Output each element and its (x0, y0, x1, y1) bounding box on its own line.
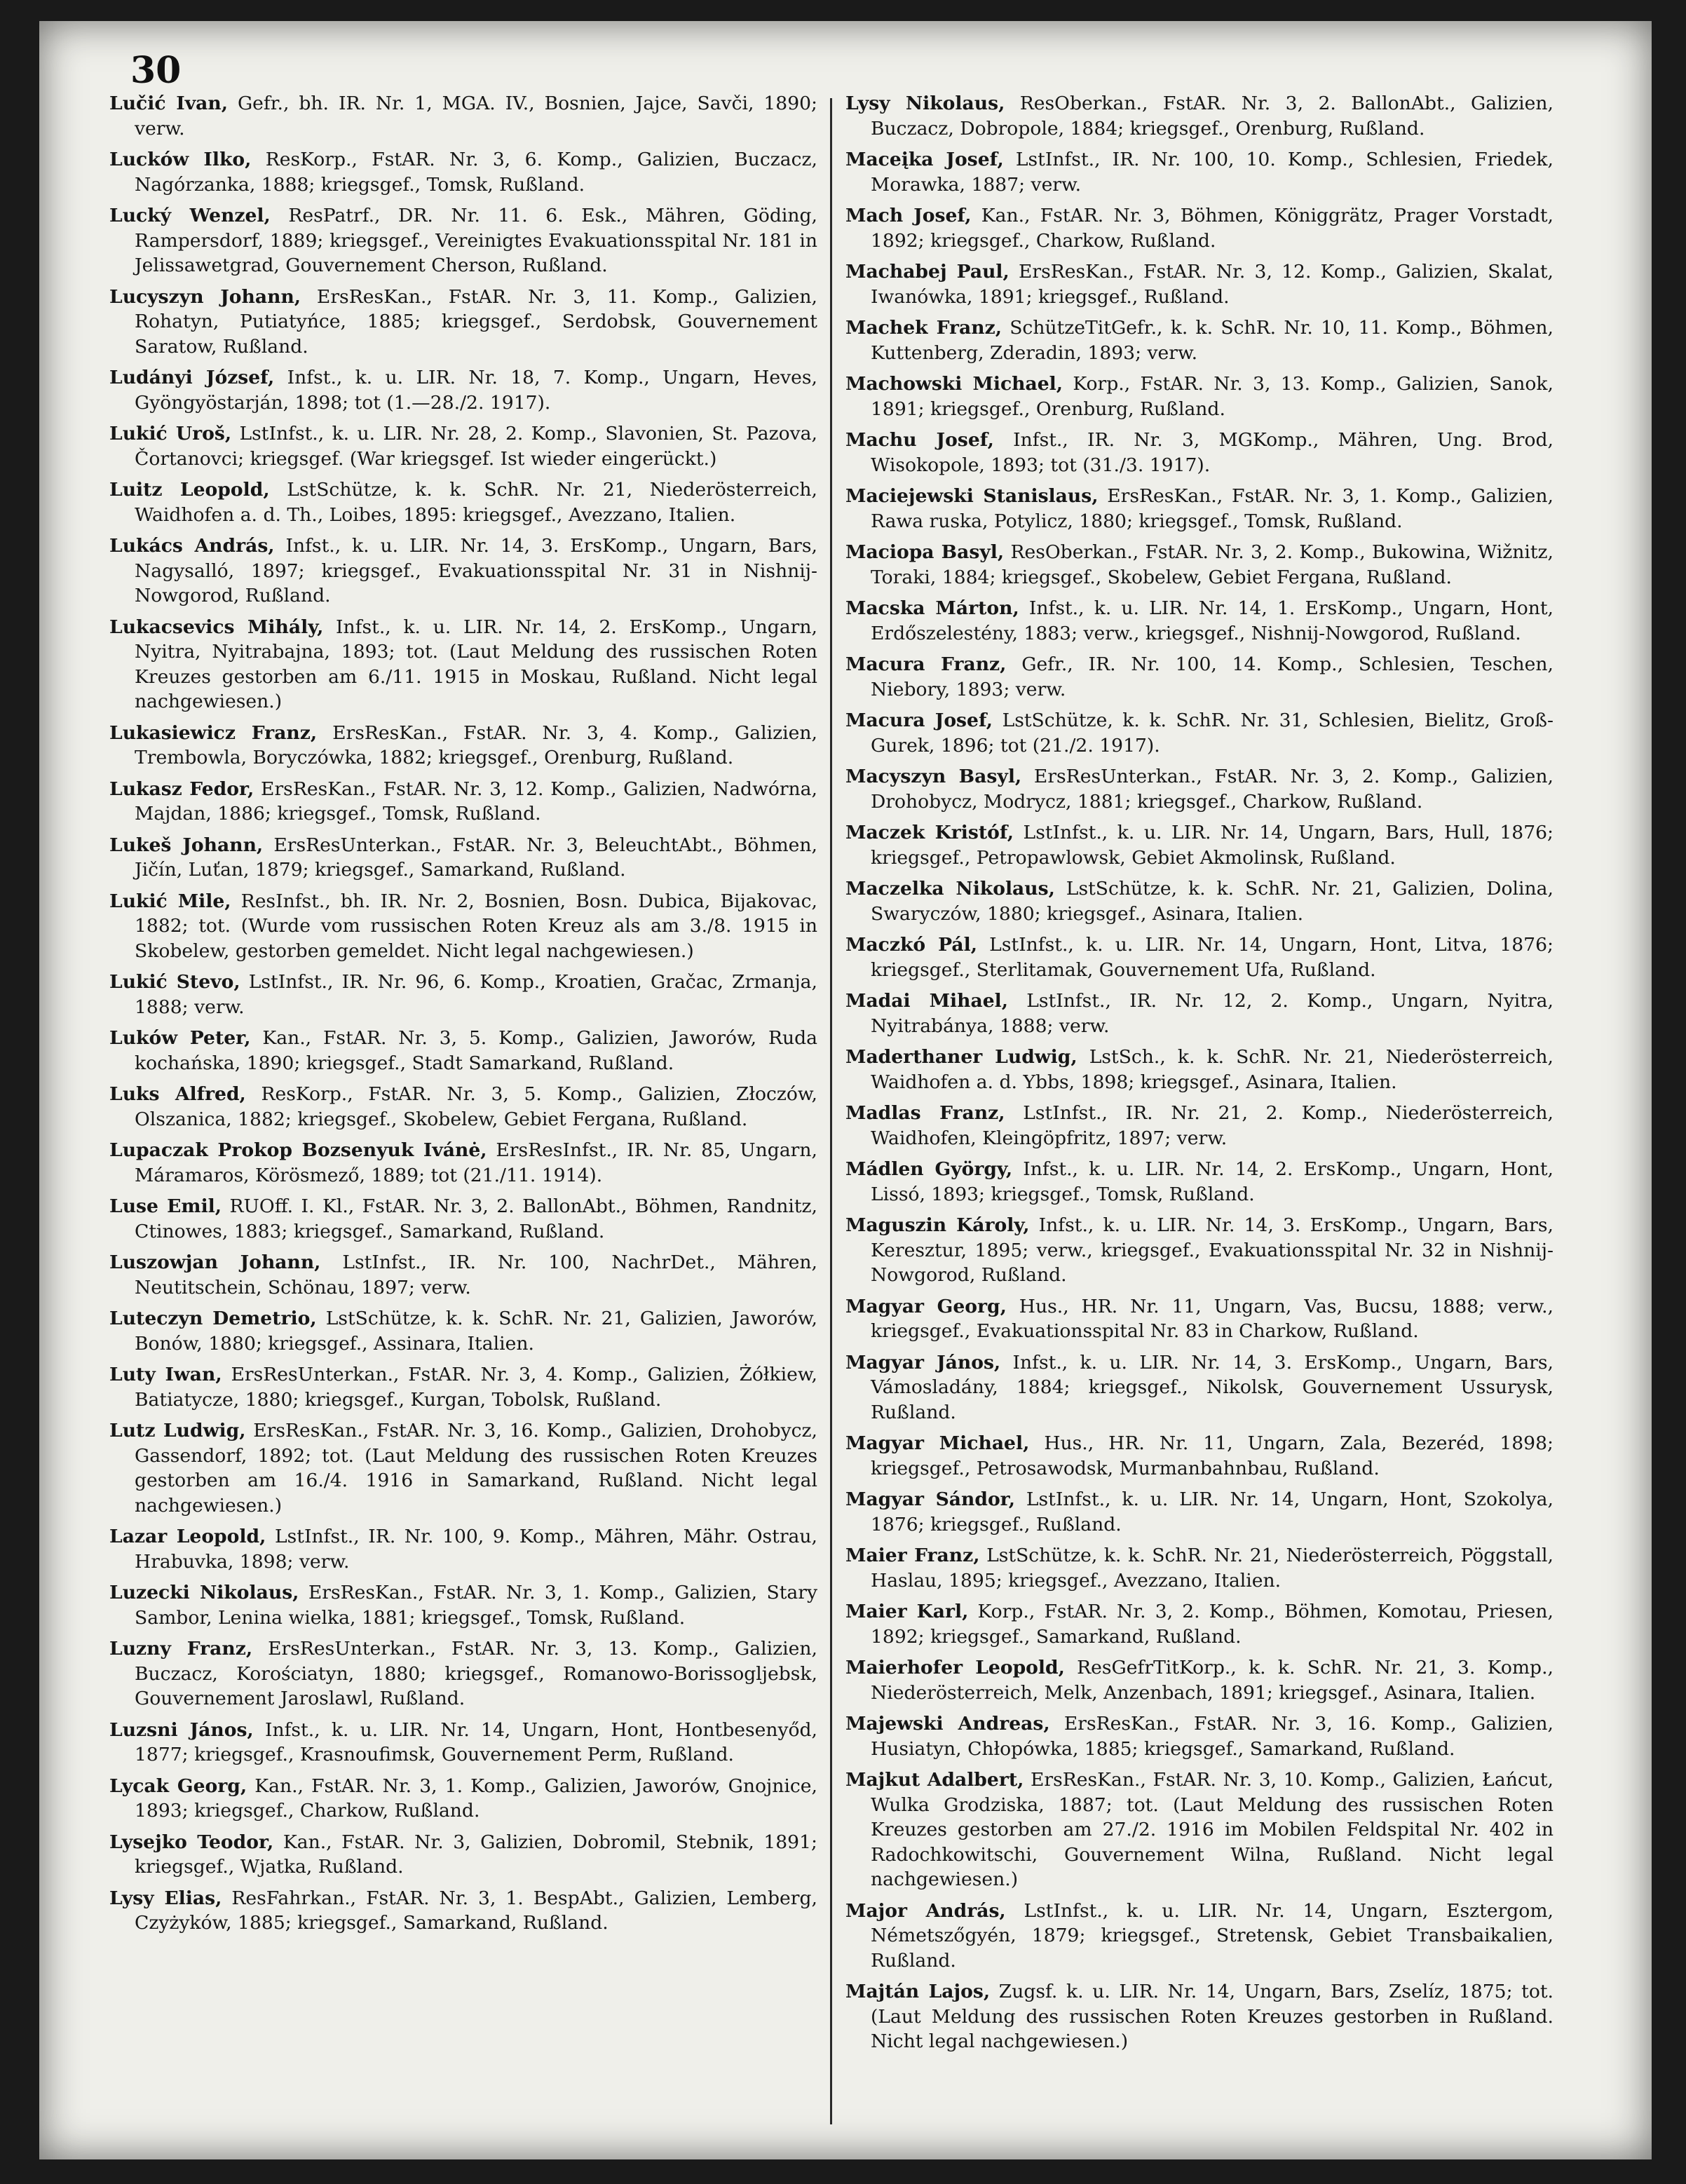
entry-details: LstInfst., k. u. LIR. Nr. 14, Ungarn, Hont, Litva, 1876; kriegsgef., Sterlitamak, Gouvernement Ufa, Rußland. (871, 934, 1554, 981)
entry-name: Magyar Michael, (845, 1432, 1030, 1454)
register-entry (109, 777, 817, 827)
register-entry (109, 1082, 817, 1132)
entry-details: Korp., FstAR. Nr. 3, 13. Komp., Galizien, Sanok, 1891; kriegsgef., Orenburg, Rußland. (871, 373, 1554, 420)
entry-name: Lutz Ludwig, (109, 1420, 246, 1442)
entry-name: Maczelka Nikolaus, (845, 878, 1055, 900)
entry-details: ErsResKan., FstAR. Nr. 3, 4. Komp., Galizien, Trembowla, Boryczówka, 1882; kriegsgef., Orenburg, Rußland. (135, 721, 817, 768)
register-entry (845, 316, 1554, 365)
register-entry (109, 833, 817, 883)
document-page (39, 21, 1652, 2159)
entry-details: LstInfst., k. u. LIR. Nr. 14, Ungarn, Esztergom, Németszőgyén, 1879; kriegsgef., Stretensk, Gebiet Transbaikalien, Rußland. (871, 1899, 1554, 1972)
entry-name: Lucyszyn Johann, (109, 285, 301, 308)
register-entry (109, 147, 817, 197)
entry-details: Kan., FstAR. Nr. 3, Galizien, Dobromil, Stebnik, 1891; kriegsgef., Wjatka, Rußland. (135, 1831, 817, 1878)
entry-details: LstSchütze, k. k. SchR. Nr. 21, Niederösterreich, Pöggstall, Haslau, 1895; kriegsgef., Avezzano, Italien. (871, 1545, 1554, 1592)
register-entry (109, 889, 817, 964)
entry-name: Maierhofer Leopold, (845, 1657, 1065, 1678)
page-number: 30 (130, 49, 182, 92)
entry-details: SchützeTitGefr., k. k. SchR. Nr. 10, 11. Komp., Böhmen, Kuttenberg, Zderadin, 1893; verw. (871, 317, 1554, 364)
entry-details: ResKorp., FstAR. Nr. 3, 6. Komp., Galizien, Buczacz, Nagórzanka, 1888; kriegsgef., Tomsk, Rußland. (135, 149, 817, 196)
entry-name: Machek Franz, (845, 317, 1002, 339)
register-entry (109, 1718, 817, 1768)
entry-details: LstSch., k. k. SchR. Nr. 21, Niederösterreich, Waidhofen a. d. Ybbs, 1898; kriegsgef., Asinara, Italien. (871, 1046, 1554, 1093)
entry-details: ResOberkan., FstAR. Nr. 3, 2. BallonAbt., Galizien, Buczacz, Dobropole, 1884; kriegsgef., Orenburg, Rußland. (871, 93, 1554, 140)
entry-details: LstSchütze, k. k. SchR. Nr. 31, Schlesien, Bielitz, Groß-Gurek, 1896; tot (21./2. 1917). (871, 710, 1554, 757)
entry-name: Lysy Elias, (109, 1887, 222, 1909)
register-entry (845, 708, 1554, 758)
column-divider (830, 98, 832, 2124)
register-entry (845, 876, 1554, 926)
entry-details: Infst., k. u. LIR. Nr. 14, 3. ErsKomp., Ungarn, Bars, Nagysalló, 1897; kriegsgef., Evakuationsspital Nr. 31 in Nishnij-Nowgorod, Rußland. (135, 535, 817, 606)
entry-details: Hus., HR. Nr. 11, Ungarn, Vas, Bucsu, 1888; verw., kriegsgef., Evakuationsspital Nr. 83 in Charkow, Rußland. (871, 1295, 1554, 1342)
register-entry (845, 372, 1554, 421)
right-column (845, 91, 1554, 2138)
entry-details: Infst., k. u. LIR. Nr. 14, 3. ErsKomp., Ungarn, Bars, Keresztur, 1895; verw., kriegsgef., Evakuationsspital Nr. 32 in Nishnij-Nowgorod, Rußland. (871, 1214, 1554, 1286)
register-entry (109, 1250, 817, 1300)
entry-name: Madlas Franz, (845, 1102, 1005, 1124)
entry-details: ErsResKan., FstAR. Nr. 3, 10. Komp., Galizien, Łańcut, Wulka Grodziska, 1887; tot. (Laut Meldung des russischen Roten Kreuzes gestorben am 27./2. 1916 im Mobilen Feldspital Nr. 402 in Radochkowitschi, Gouvernement Wilna, Rußland. Nicht legal nachgewiesen.) (871, 1769, 1554, 1890)
entry-name: Luzny Franz, (109, 1638, 253, 1660)
entry-name: Luks Alfred, (109, 1083, 246, 1105)
register-entry (109, 1138, 817, 1188)
entry-name: Luitz Leopold, (109, 479, 270, 501)
register-entry (845, 540, 1554, 590)
register-entry (845, 1711, 1554, 1761)
entry-details: LstInfst., IR. Nr. 21, 2. Komp., Niederösterreich, Waidhofen, Kleingöpfritz, 1897; verw. (871, 1102, 1554, 1149)
entry-details: Gefr., bh. IR. Nr. 1, MGA. IV., Bosnien, Jajce, Savči, 1890; verw. (135, 93, 817, 140)
entry-name: Machowski Michael, (845, 373, 1063, 395)
entry-details: ErsResUnterkan., FstAR. Nr. 3, 13. Komp., Galizien, Buczacz, Korościatyn, 1880; kriegsgef., Romanowo-Borissogljebsk, Gouvernement Jaroslawl, Rußland. (135, 1638, 817, 1709)
register-entry (845, 1487, 1554, 1537)
register-entry (845, 1543, 1554, 1593)
entry-details: ErsResKan., FstAR. Nr. 3, 16. Komp., Galizien, Husiatyn, Chłopówka, 1885; kriegsgef., Samarkand, Rußland. (871, 1713, 1554, 1760)
register-entry (845, 1655, 1554, 1705)
register-entry (109, 721, 817, 771)
register-entry (845, 1213, 1554, 1288)
entry-details: Infst., k. u. LIR. Nr. 14, 2. ErsKomp., Ungarn, Hont, Lissó, 1893; kriegsgef., Tomsk, Rußland. (871, 1158, 1554, 1205)
entry-name: Macura Franz, (845, 653, 1007, 675)
entry-details: ErsResKan., FstAR. Nr. 3, 1. Komp., Galizien, Rawa ruska, Potylicz, 1880; kriegsgef., Tomsk, Rußland. (871, 485, 1554, 532)
register-entry (109, 615, 817, 714)
register-entry (109, 203, 817, 278)
entry-name: Majkut Adalbert, (845, 1769, 1024, 1791)
entry-details: ErsResUnterkan., FstAR. Nr. 3, 2. Komp., Galizien, Drohobycz, Modrycz, 1881; kriegsgef., Charkow, Rußland. (871, 766, 1554, 813)
entry-name: Lukić Stevo, (109, 971, 240, 993)
entry-name: Lucký Wenzel, (109, 205, 271, 226)
entry-details: LstInfst., IR. Nr. 100, 9. Komp., Mähren, Mähr. Ostrau, Hrabuvka, 1898; verw. (135, 1526, 817, 1573)
register-entry (109, 1830, 817, 1880)
entry-name: Majewski Andreas, (845, 1713, 1050, 1735)
entry-name: Majtán Lajos, (845, 1981, 991, 2002)
register-entry (845, 820, 1554, 870)
register-entry (845, 1350, 1554, 1425)
register-entry (109, 421, 817, 471)
entry-name: Macura Josef, (845, 710, 993, 731)
register-entry (845, 1101, 1554, 1151)
entry-name: Major András, (845, 1899, 1006, 1922)
entry-details: ResKorp., FstAR. Nr. 3, 5. Komp., Galizien, Złoczów, Olszanica, 1882; kriegsgef., Skobelew, Gebiet Fergana, Rußland. (135, 1083, 817, 1130)
entry-name: Maier Karl, (845, 1601, 969, 1622)
entry-details: LstInfst., k. u. LIR. Nr. 14, Ungarn, Hont, Szokolya, 1876; kriegsgef., Rußland. (871, 1488, 1554, 1535)
register-entry (845, 764, 1554, 814)
entry-name: Macska Márton, (845, 597, 1019, 619)
entry-details: LstInfst., IR. Nr. 100, NachrDet., Mähren, Neutitschein, Schönau, 1897; verw. (135, 1252, 817, 1298)
register-entry (109, 1418, 817, 1518)
entry-name: Lukasz Fedor, (109, 778, 254, 800)
register-entry (845, 989, 1554, 1038)
entry-details: Hus., HR. Nr. 11, Ungarn, Zala, Bezeréd, 1898; kriegsgef., Petrosawodsk, Murmanbahnbau, Rußland. (871, 1432, 1554, 1479)
entry-name: Mádlen György, (845, 1158, 1013, 1180)
register-entry (845, 484, 1554, 534)
entry-name: Mach Josef, (845, 205, 972, 226)
entry-name: Lysy Nikolaus, (845, 93, 1005, 114)
register-entry (845, 932, 1554, 982)
entry-name: Luzecki Nikolaus, (109, 1582, 299, 1603)
register-entry (845, 428, 1554, 477)
entry-details: Kan., FstAR. Nr. 3, 1. Komp., Galizien, Jaworów, Gnojnice, 1893; kriegsgef., Charkow, Rußland. (135, 1775, 817, 1822)
register-entry (845, 1899, 1554, 1974)
register-entry (109, 1774, 817, 1824)
entry-name: Lukić Mile, (109, 890, 231, 912)
register-entry (845, 1431, 1554, 1481)
entry-details: ResGefrTitKorp., k. k. SchR. Nr. 21, 3. Komp., Niederösterreich, Melk, Anzenbach, 1891; kriegsgef., Asinara, Italien. (871, 1657, 1554, 1704)
entry-name: Luzsni János, (109, 1718, 254, 1741)
register-entry (109, 970, 817, 1019)
entry-name: Lukić Uroš, (109, 423, 232, 445)
entry-details: ErsResKan., FstAR. Nr. 3, 11. Komp., Galizien, Rohatyn, Putiatyńce, 1885; kriegsgef., Serdobsk, Gouvernement Saratow, Rußland. (135, 285, 817, 358)
entry-details: LstInfst., k. u. LIR. Nr. 28, 2. Komp., Slavonien, St. Pazova, Čortanovci; kriegsgef. (War kriegsgef. Ist wieder eingerückt.) (135, 423, 817, 470)
register-entry (845, 1768, 1554, 1892)
entry-name: Lazar Leopold, (109, 1526, 266, 1547)
entry-details: ErsResKan., FstAR. Nr. 3, 1. Komp., Galizien, Stary Sambor, Lenina wielka, 1881; kriegsgef., Tomsk, Rußland. (135, 1582, 817, 1629)
entry-name: Luty Iwan, (109, 1364, 222, 1385)
entry-name: Lukasiewicz Franz, (109, 721, 318, 744)
register-entry (109, 1524, 817, 1574)
entry-name: Magyar János, (845, 1351, 1001, 1374)
left-column (109, 91, 817, 2138)
register-entry (109, 1580, 817, 1630)
entry-name: Luszowjan Johann, (109, 1252, 321, 1273)
register-entry (845, 203, 1554, 253)
entry-name: Maczkó Pál, (845, 934, 977, 956)
entry-name: Maguszin Károly, (845, 1214, 1030, 1236)
entry-name: Luteczyn Demetrio, (109, 1308, 317, 1329)
entry-details: Infst., IR. Nr. 3, MGKomp., Mähren, Ung. Brod, Wisokopole, 1893; tot (31./3. 1917). (871, 429, 1554, 476)
entry-details: ErsResKan., FstAR. Nr. 3, 12. Komp., Galizien, Skalat, Iwanówka, 1891; kriegsgef., Rußland. (871, 261, 1554, 308)
entry-name: Machabej Paul, (845, 261, 1009, 283)
entry-name: Lucków Ilko, (109, 149, 252, 170)
entry-name: Maciejewski Stanislaus, (845, 485, 1099, 507)
entry-details: ResPatrf., DR. Nr. 11. 6. Esk., Mähren, Göding, Rampersdorf, 1889; kriegsgef., Vereinigtes Evakuationsspital Nr. 181 in Jelissawetgrad, Gouvernement Cherson, Rußland. (135, 205, 817, 276)
entry-details: Infst., k. u. LIR. Nr. 14, 3. ErsKomp., Ungarn, Bars, Vámosladány, 1884; kriegsgef., Nikolsk, Gouvernement Ussurysk, Rußland. (871, 1351, 1554, 1423)
entry-name: Maceįka Josef, (845, 149, 1004, 170)
entry-details: LstInfst., IR. Nr. 12, 2. Komp., Ungarn, Nyitra, Nyitrabánya, 1888; verw. (871, 990, 1554, 1037)
entry-details: Infst., k. u. LIR. Nr. 14, 1. ErsKomp., Ungarn, Hont, Erdőszelestény, 1883; verw., kriegsgef., Nishnij-Nowgorod, Rußland. (871, 597, 1554, 644)
register-entry (109, 534, 817, 609)
entry-name: Lupaczak Prokop Bozsenyuk Ivánė, (109, 1139, 487, 1161)
register-entry (109, 365, 817, 415)
entry-name: Maier Franz, (845, 1545, 980, 1566)
entry-details: Kan., FstAR. Nr. 3, 5. Komp., Galizien, Jaworów, Ruda kochańska, 1890; kriegsgef., Stadt Samarkand, Rußland. (135, 1027, 817, 1074)
entry-details: ErsResKan., FstAR. Nr. 3, 16. Komp., Galizien, Drohobycz, Gassendorf, 1892; tot. (Laut Meldung des russischen Roten Kreuzes gestorben am 16./4. 1916 in Samarkand, Rußland. Nicht legal nachgewiesen.) (135, 1420, 817, 1517)
entry-name: Lysejko Teodor, (109, 1831, 274, 1853)
entry-details: LstInfst., k. u. LIR. Nr. 14, Ungarn, Bars, Hull, 1876; kriegsgef., Petropawlowsk, Gebiet Akmolinsk, Rußland. (871, 822, 1554, 869)
entry-name: Macyszyn Basyl, (845, 766, 1022, 787)
entry-name: Lukeš Johann, (109, 834, 264, 856)
register-entry (109, 1362, 817, 1412)
register-entry (845, 259, 1554, 309)
entry-details: Gefr., IR. Nr. 100, 14. Komp., Schlesien, Teschen, Niebory, 1893; verw. (871, 653, 1554, 700)
entry-details: LstSchütze, k. k. SchR. Nr. 21, Galizien, Jaworów, Bonów, 1880; kriegsgef., Assinara, Italien. (135, 1308, 817, 1355)
entry-name: Lukács András, (109, 535, 275, 557)
register-entry (845, 1979, 1554, 2054)
register-entry (109, 1636, 817, 1711)
entry-details: ResOberkan., FstAR. Nr. 3, 2. Komp., Bukowina, Wižnitz, Toraki, 1884; kriegsgef., Skobelew, Gebiet Fergana, Rußland. (871, 541, 1554, 588)
entry-name: Maciopa Basyl, (845, 541, 1005, 563)
entry-details: LstInfst., IR. Nr. 100, 10. Komp., Schlesien, Friedek, Morawka, 1887; verw. (871, 149, 1554, 196)
entry-name: Lukacsevics Mihály, (109, 616, 324, 638)
register-entry (845, 596, 1554, 646)
entry-details: Infst., k. u. LIR. Nr. 14, Ungarn, Hont, Hontbesenyőd, 1877; kriegsgef., Krasnoufimsk, Gouvernement Perm, Rußland. (135, 1718, 817, 1765)
entry-details: ErsResKan., FstAR. Nr. 3, 12. Komp., Galizien, Nadwórna, Majdan, 1886; kriegsgef., Tomsk, Rußland. (135, 778, 817, 825)
register-entry (109, 1026, 817, 1076)
entry-details: LstSchütze, k. k. SchR. Nr. 21, Niederösterreich, Waidhofen a. d. Th., Loibes, 1895: kriegsgef., Avezzano, Italien. (135, 479, 817, 526)
register-entry (109, 477, 817, 527)
entry-name: Maczek Kristóf, (845, 822, 1014, 843)
register-entry (109, 91, 817, 141)
entry-name: Luków Peter, (109, 1027, 251, 1049)
register-entry (845, 1045, 1554, 1094)
register-entry (845, 91, 1554, 141)
entry-details: Kan., FstAR. Nr. 3, Böhmen, Königgrätz, Prager Vorstadt, 1892; kriegsgef., Charkow, Rußland. (871, 205, 1554, 252)
entry-details: RUOff. I. Kl., FstAR. Nr. 3, 2. BallonAbt., Böhmen, Randnitz, Ctinowes, 1883; kriegsgef., Samarkand, Rußland. (135, 1195, 817, 1242)
entry-name: Lučić Ivan, (109, 93, 228, 114)
entry-details: ResInfst., bh. IR. Nr. 2, Bosnien, Bosn. Dubica, Bijakovac, 1882; tot. (Wurde vom russischen Roten Kreuz als am 3./8. 1915 in Skobelew, gestorben gemeldet. Nicht legal nachgewiesen.) (135, 890, 817, 962)
register-entry (109, 1306, 817, 1356)
entry-details: ErsResInfst., IR. Nr. 85, Ungarn, Máramaros, Körösmező, 1889; tot (21./11. 1914). (135, 1139, 817, 1186)
register-entry (845, 147, 1554, 197)
entry-details: Zugsf. k. u. LIR. Nr. 14, Ungarn, Bars, Zselíz, 1875; tot. (Laut Meldung des russischen Roten Kreuzes gestorben in Rußland. Nicht legal nachgewiesen.) (871, 1981, 1554, 2052)
entry-name: Machu Josef, (845, 429, 994, 451)
entry-name: Magyar Sándor, (845, 1488, 1016, 1510)
entry-details: ResFahrkan., FstAR. Nr. 3, 1. BespAbt., Galizien, Lemberg, Czyżyków, 1885; kriegsgef., Samarkand, Rußland. (135, 1887, 817, 1934)
entry-details: ErsResUnterkan., FstAR. Nr. 3, BeleuchtAbt., Böhmen, Jičín, Luťan, 1879; kriegsgef., Samarkand, Rußland. (135, 834, 817, 881)
entry-details: LstSchütze, k. k. SchR. Nr. 21, Galizien, Dolina, Swaryczów, 1880; kriegsgef., Asinara, Italien. (871, 878, 1554, 925)
entry-details: Korp., FstAR. Nr. 3, 2. Komp., Böhmen, Komotau, Priesen, 1892; kriegsgef., Samarkand, Rußland. (871, 1601, 1554, 1648)
entry-details: ErsResUnterkan., FstAR. Nr. 3, 4. Komp., Galizien, Żółkiew, Batiatycze, 1880; kriegsgef., Kurgan, Tobolsk, Rußland. (135, 1364, 817, 1411)
entry-name: Maderthaner Ludwig, (845, 1046, 1077, 1068)
entry-name: Ludányi József, (109, 367, 275, 388)
entry-details: Infst., k. u. LIR. Nr. 18, 7. Komp., Ungarn, Heves, Gyöngyöstarján, 1898; tot (1.—28./2. 1917). (135, 367, 817, 414)
entry-details: LstInfst., IR. Nr. 96, 6. Komp., Kroatien, Gračac, Zrmanja, 1888; verw. (135, 971, 817, 1018)
entry-name: Madai Mihael, (845, 990, 1008, 1012)
register-entry (845, 1157, 1554, 1207)
register-entry (109, 285, 817, 360)
register-entry (845, 1599, 1554, 1649)
entry-details: Infst., k. u. LIR. Nr. 14, 2. ErsKomp., Ungarn, Nyitra, Nyitrabajna, 1893; tot. (Laut Meldung des russischen Roten Kreuzes gestorben am 6./11. 1915 in Moskau, Rußland. Nicht legal nachgewiesen.) (135, 616, 817, 712)
register-entry (845, 652, 1554, 702)
register-entry (845, 1294, 1554, 1344)
entry-name: Magyar Georg, (845, 1295, 1007, 1317)
register-entry (109, 1886, 817, 1936)
register-entry (109, 1194, 817, 1244)
entry-name: Lycak Georg, (109, 1775, 247, 1797)
entry-name: Luse Emil, (109, 1195, 222, 1217)
